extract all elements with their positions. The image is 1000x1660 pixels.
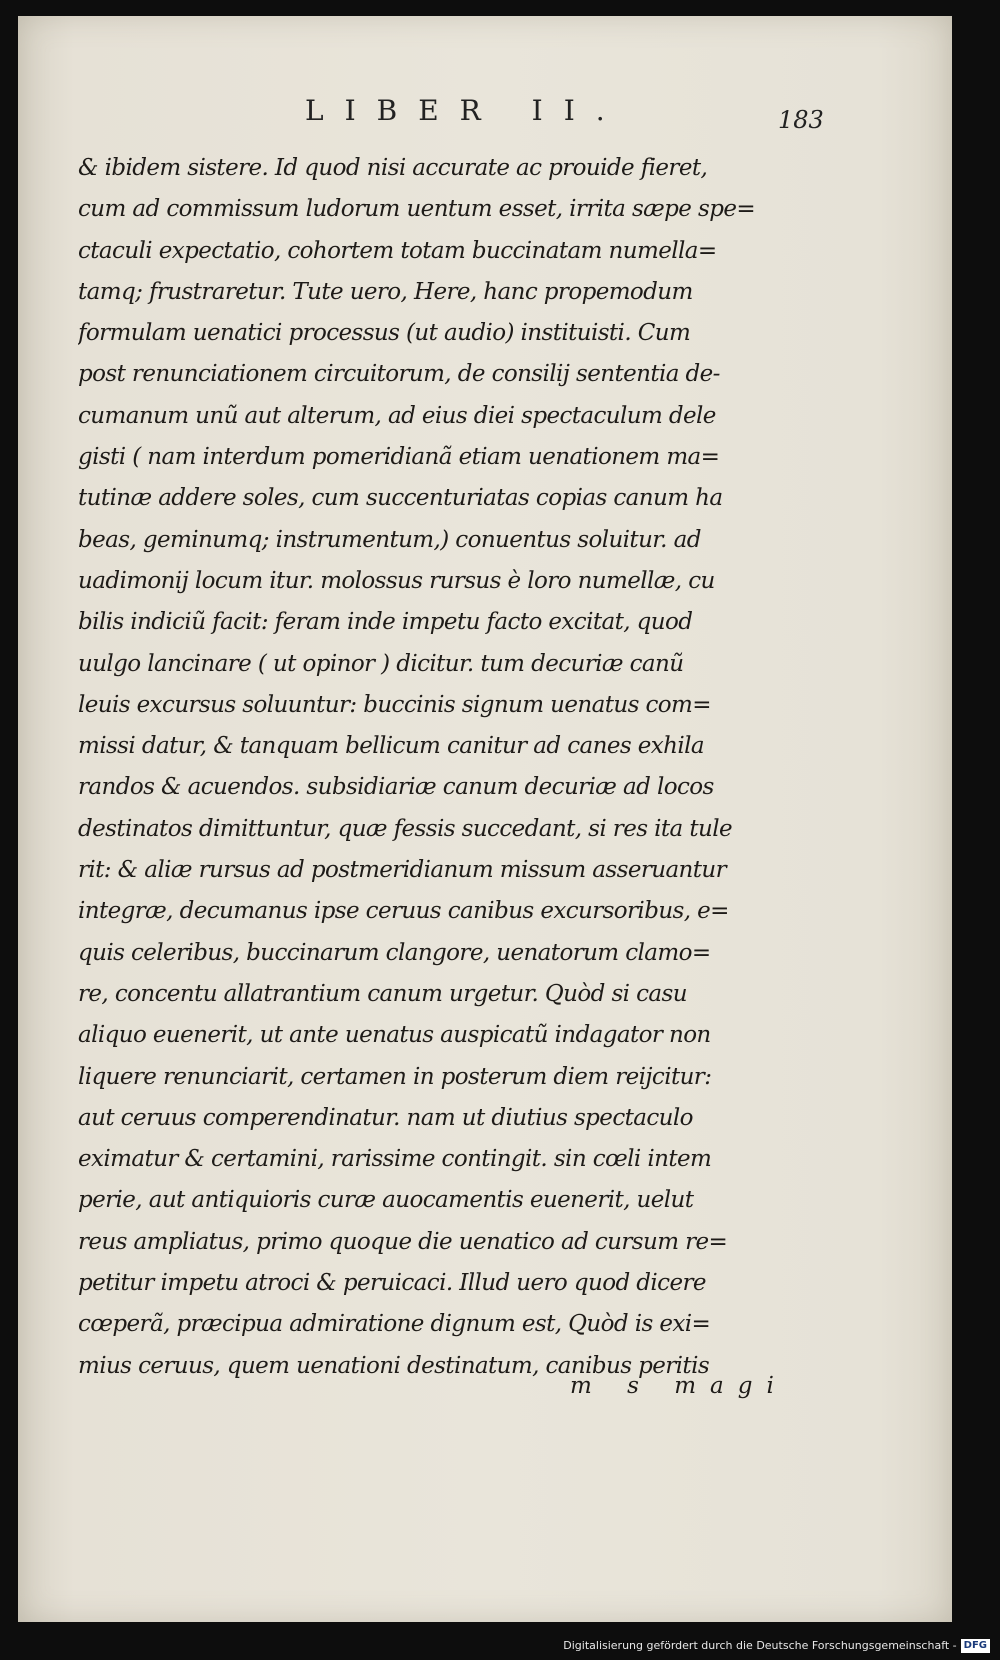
text-line: & ibidem sistere. Id quod nisi accurate ac prouide fieret, bbox=[78, 155, 708, 181]
text-line: gisti ( nam interdum pomeridianã etiam uenationem ma= bbox=[78, 444, 720, 471]
dfg-logo: DFG bbox=[961, 1639, 990, 1653]
text-line: eximatur & certamini, rarissime contingit. sin cœli intem bbox=[78, 1146, 712, 1173]
text-line: cœperã, præcipua admiratione dignum est, Quòd is exi= bbox=[78, 1311, 711, 1338]
text-line: perie, aut antiquioris curæ auocamentis euenerit, uelut bbox=[78, 1187, 694, 1214]
text-line: tutinæ addere soles, cum succenturiatas copias canum ha bbox=[78, 485, 723, 512]
text-line: rit: & aliæ rursus ad postmeridianum missum asseruantur bbox=[78, 857, 727, 884]
text-line: liquere renunciarit, certamen in posterum diem reijcitur: bbox=[78, 1063, 712, 1090]
text-line: aliquo euenerit, ut ante uenatus auspicatũ indagator non bbox=[78, 1022, 711, 1049]
catchword: m s magi bbox=[570, 1373, 788, 1399]
text-line: uulgo lancinare ( ut opinor ) dicitur. tum decuriæ canũ bbox=[78, 650, 684, 677]
text-line: uadimonij locum itur. molossus rursus è loro numellæ, cu bbox=[78, 567, 715, 594]
page-header bbox=[18, 94, 952, 134]
text-line: formulam uenatici processus (ut audio) instituisti. Cum bbox=[78, 320, 691, 347]
text-line: missi datur, & tanquam bellicum canitur ad canes exhila bbox=[78, 733, 704, 760]
text-line: post renunciationem circuitorum, de consilij sententia de- bbox=[78, 361, 720, 388]
text-line: integræ, decumanus ipse ceruus canibus excursoribus, e= bbox=[78, 898, 729, 925]
text-line: mius ceruus, quem uenationi destinatum, canibus peritis bbox=[78, 1352, 710, 1379]
text-line: cumanum unũ aut alterum, ad eius diei spectaculum dele bbox=[78, 402, 716, 429]
text-line: ctaculi expectatio, cohortem totam buccinatam numella= bbox=[78, 237, 717, 264]
text-line: petitur impetu atroci & peruicaci. Illud uero quod dicere bbox=[78, 1270, 706, 1297]
text-line: re, concentu allatrantium canum urgetur. Quòd si casu bbox=[78, 980, 687, 1007]
text-line: aut ceruus comperendinatur. nam ut diutius spectaculo bbox=[78, 1104, 693, 1131]
book-page bbox=[18, 16, 952, 1622]
running-head: LIBER II. bbox=[305, 94, 626, 127]
credit-text: Digitalisierung gefördert durch die Deutsche Forschungsgemeinschaft - bbox=[563, 1639, 957, 1652]
text-line: bilis indiciũ facit: feram inde impetu facto excitat, quod bbox=[78, 609, 693, 636]
text-line: beas, geminumq; instrumentum,) conuentus soluitur. ad bbox=[78, 526, 701, 553]
body-text bbox=[78, 148, 788, 1387]
text-line: quis celeribus, buccinarum clangore, uenatorum clamo= bbox=[78, 939, 711, 966]
text-line: tamq; frustraretur. Tute uero, Here, hanc propemodum bbox=[78, 278, 693, 305]
text-line: cum ad commissum ludorum uentum esset, irrita sæpe spe= bbox=[78, 196, 756, 223]
text-line: randos & acuendos. subsidiariæ canum decuriæ ad locos bbox=[78, 774, 714, 801]
text-line: destinatos dimittuntur, quæ fessis succedant, si res ita tule bbox=[78, 815, 732, 842]
folio-number: 183 bbox=[778, 106, 824, 134]
digitization-credit bbox=[563, 1634, 990, 1658]
text-line: leuis excursus soluuntur: buccinis signum uenatus com= bbox=[78, 691, 711, 718]
text-line: reus ampliatus, primo quoque die uenatico ad cursum re= bbox=[78, 1228, 728, 1255]
